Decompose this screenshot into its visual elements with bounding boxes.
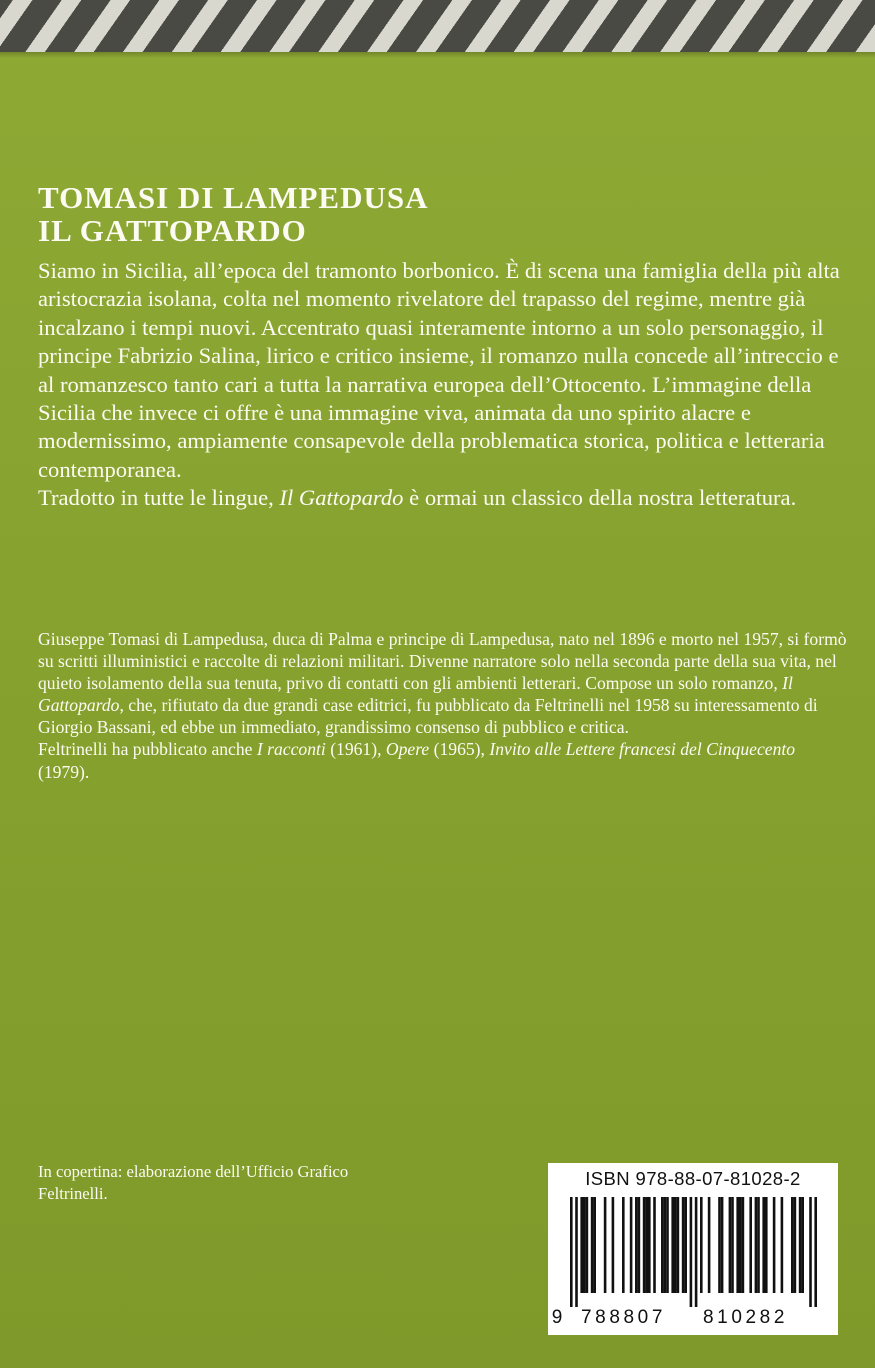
barcode-bar — [604, 1197, 607, 1293]
barcode-bar — [671, 1197, 674, 1293]
barcode-bar — [586, 1197, 589, 1293]
barcode-bar — [677, 1197, 680, 1293]
barcode-bar — [583, 1197, 586, 1293]
barcode-bar — [731, 1197, 734, 1293]
isbn-barcode-label — [548, 1163, 838, 1335]
blurb-paragraph — [38, 257, 850, 513]
book-title: IL GATTOPARDO — [38, 213, 307, 248]
barcode-bar — [700, 1197, 703, 1293]
barcode-bar — [809, 1197, 812, 1307]
bio-work2-title: Opere — [385, 739, 430, 760]
barcode-bar — [757, 1197, 760, 1293]
barcode-bar — [690, 1197, 693, 1307]
barcode-bar — [661, 1197, 664, 1293]
credit-line2: Feltrinelli. — [38, 1183, 108, 1203]
barcode-bar — [762, 1197, 765, 1293]
barcode-bar — [721, 1197, 724, 1293]
blurb-translated-suffix: è ormai un classico della nostra letteratura. — [409, 485, 797, 511]
barcode-bar — [736, 1197, 739, 1293]
blurb-book-title: Il Gattopardo — [279, 485, 404, 511]
barcode-bar — [612, 1197, 615, 1293]
bio-novel-title: Il Gattopardo — [38, 673, 793, 716]
barcode-bar — [718, 1197, 721, 1293]
bio-work1-year: (1961), — [330, 739, 382, 760]
bio-work2-year: (1965), — [433, 739, 485, 760]
barcode-bar — [708, 1197, 711, 1293]
cover-credit — [38, 1161, 518, 1204]
barcode-icon — [562, 1197, 824, 1315]
barcode-bar — [682, 1197, 685, 1293]
barcode-bar — [666, 1197, 669, 1293]
barcode-bar — [684, 1197, 687, 1293]
barcode-bar — [814, 1197, 817, 1307]
barcode-bar — [622, 1197, 625, 1293]
bio-work1-title: I racconti — [256, 739, 326, 760]
bio-text-part2: , che, rifiutato da due grandi case editrici, fu pubblicato da Feltrinelli nel 1958 su interessamento di Giorgio Bassani, ed ebbe un immediato, grandissimo consenso di pubblico e critica. — [38, 695, 818, 738]
bio-text-part1: Giuseppe Tomasi di Lampedusa, duca di Palma e principe di Lampedusa, nato nel 1896 e morto nel 1957, si formò su scritti illuministici e raccolte di relazioni militari. Divenne narratore solo nella seconda parte della sua vita, nel quieto isolamento della sua tenuta, privo di contatti con gli ambienti letterari. Compose un solo romanzo, — [38, 629, 847, 694]
barcode-bar — [773, 1197, 776, 1293]
barcode-bar — [794, 1197, 797, 1293]
striped-header-band — [0, 0, 875, 52]
barcode-bar — [749, 1197, 752, 1293]
barcode-bar — [664, 1197, 667, 1293]
barcode-bar — [643, 1197, 646, 1293]
blurb-translated-prefix: Tradotto in tutte le lingue, — [38, 485, 274, 511]
barcode-bar — [570, 1197, 573, 1307]
author-name: TOMASI DI LAMPEDUSA — [38, 180, 429, 215]
barcode-bar — [635, 1197, 638, 1293]
header-band-shadow — [0, 52, 875, 58]
barcode-bar — [799, 1197, 802, 1293]
barcode-bar — [695, 1197, 698, 1307]
bio-work3-year: (1979). — [38, 761, 90, 782]
barcode-bar — [591, 1197, 594, 1293]
barcode-bar — [755, 1197, 758, 1293]
barcode-bar — [630, 1197, 633, 1293]
barcode-lead-digit: 9 — [551, 1307, 563, 1328]
barcode-bar — [729, 1197, 732, 1293]
barcode-bar — [739, 1197, 742, 1293]
barcode-bar — [645, 1197, 648, 1293]
credit-line1: In copertina: elaborazione dell’Ufficio Grafico — [38, 1162, 349, 1181]
blurb-main-text: Siamo in Sicilia, all’epoca del tramonto borbonico. È di scena una famiglia della più alta aristocrazia isolana, colta nel momento rivelatore del trapasso del regime, mentre già incalzano i tempi nuovi. Accentrato quasi interamente intorno a un solo personaggio, il principe Fabrizio Salina, lirico e critico insieme, il romanzo nulla concede all’intreccio e al romanzesco tanto cari a tutta la narrativa europea dell’Ottocento. L’immagine della Sicilia che invece ci offre è una immagine viva, animata da uno spirito alacre e modernissimo, ampiamente consapevole della problematica storica, politica e letteraria contemporanea. — [38, 258, 840, 482]
barcode-bar — [765, 1197, 768, 1293]
barcode-bar — [674, 1197, 677, 1293]
barcode-bar — [653, 1197, 656, 1293]
barcode-left-digits: 788807 — [581, 1307, 667, 1328]
bio-work3-title: Invito alle Lettere francesi del Cinquecento — [489, 739, 796, 760]
barcode-bar — [638, 1197, 641, 1293]
barcode-bar — [801, 1197, 804, 1293]
barcode-bar — [648, 1197, 651, 1293]
barcode-bar — [742, 1197, 745, 1293]
barcode-bar — [781, 1197, 784, 1293]
author-biography — [38, 628, 850, 783]
barcode-bar — [593, 1197, 596, 1293]
bio-works-prefix: Feltrinelli ha pubblicato anche — [38, 739, 253, 760]
barcode-bar — [580, 1197, 583, 1293]
barcode-bar — [791, 1197, 794, 1293]
barcode-right-digits: 810282 — [703, 1307, 789, 1328]
isbn-number: ISBN 978-88-07-81028-2 — [585, 1168, 801, 1189]
barcode-bar — [575, 1197, 578, 1307]
